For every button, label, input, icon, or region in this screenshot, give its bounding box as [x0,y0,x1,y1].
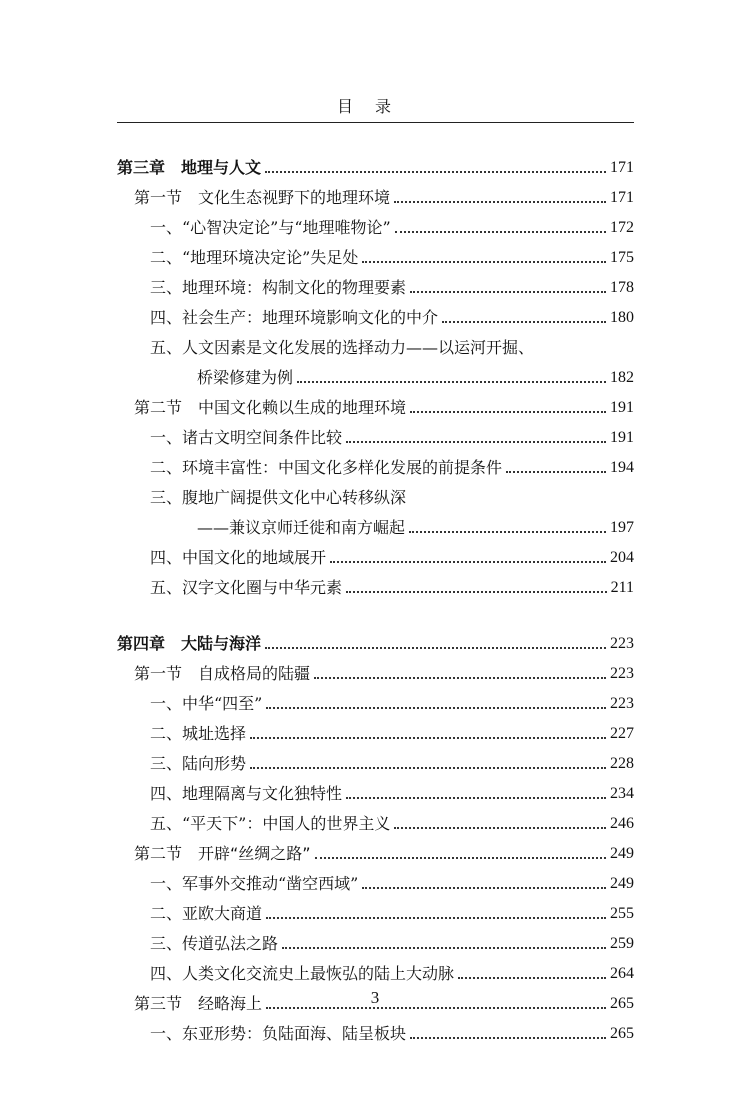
toc-entry-item[interactable] [117,328,634,358]
dot-leader [362,887,606,889]
dot-leader [346,591,607,593]
toc-entry-title: 二、城址选择 [150,724,247,743]
toc-entry-page: 234 [610,785,634,802]
dot-leader [330,561,606,563]
toc-entry-page: 194 [610,459,634,476]
toc-entry-title: 桥梁修建为例 [197,368,294,387]
toc-entry-title: 一、“心智决定论”与“地理唯物论” [150,218,391,237]
toc-entry-title: 三、地理环境：构制文化的物理要素 [150,278,407,297]
dot-leader [394,827,606,829]
toc-entry-page: 255 [610,905,634,922]
dot-leader [250,767,606,769]
running-header: 目录 [336,97,413,116]
toc-entry-page: 223 [610,695,634,712]
toc-entry-item[interactable] [117,538,634,568]
dot-leader [297,381,606,383]
toc-entry-page: 172 [610,219,634,236]
toc-entry-item[interactable] [117,894,634,924]
dot-leader [265,171,606,173]
toc-entry-title: 第四章 大陆与海洋 [117,634,262,653]
toc-entry-title: 五、人文因素是文化发展的选择动力——以运河开掘、 [150,338,535,357]
dot-leader [315,857,606,859]
toc-entry-title: 一、中华“四至” [150,694,263,713]
toc-entry-page: 197 [610,519,634,536]
toc-entry-item[interactable] [117,924,634,954]
toc-entry-title: 三、陆向形势 [150,754,247,773]
dot-leader [410,291,606,293]
toc-entry-title: 四、人类文化交流史上最恢弘的陆上大动脉 [150,964,455,983]
dot-leader [409,531,606,533]
header-rule [117,122,634,123]
toc-entry-page: 223 [610,665,634,682]
toc-entry-page: 265 [610,995,634,1012]
toc-entry-title: 第一节 自成格局的陆疆 [134,664,311,683]
toc-entry-title: 五、“平天下”：中国人的世界主义 [150,814,391,833]
toc-entry-item[interactable] [117,568,634,598]
toc-entry-item[interactable] [117,714,634,744]
toc-entry-chapter[interactable] [117,148,634,178]
dot-leader [314,677,606,679]
toc-entry-item[interactable] [117,774,634,804]
toc-entry-item[interactable] [117,864,634,894]
toc-entry-page: 259 [610,935,634,952]
toc-entry-title: 四、中国文化的地域展开 [150,548,327,567]
toc-entry-title: 第二节 中国文化赖以生成的地理环境 [134,398,407,417]
table-of-contents [117,148,634,1044]
toc-entry-page: 246 [610,815,634,832]
toc-entry-page: 264 [610,965,634,982]
toc-entry-title: 二、环境丰富性：中国文化多样化发展的前提条件 [150,458,503,477]
dot-leader [394,201,606,203]
toc-entry-item[interactable] [117,208,634,238]
dot-leader [250,737,606,739]
toc-entry-title: 二、“地理环境决定论”失足处 [150,248,359,267]
toc-entry-title: 二、亚欧大商道 [150,904,263,923]
toc-entry-item[interactable] [117,298,634,328]
toc-entry-title: 一、诸古文明空间条件比较 [150,428,343,447]
toc-entry-page: 249 [610,845,634,862]
toc-entry-page: 182 [610,369,634,386]
toc-entry-title: 四、社会生产：地理环境影响文化的中介 [150,308,439,327]
toc-entry-page: 249 [610,875,634,892]
chapter-gap [117,598,634,624]
toc-entry-item[interactable] [117,744,634,774]
toc-entry-title: 一、军事外交推动“凿空西域” [150,874,359,893]
toc-entry-page: 211 [610,579,634,596]
toc-entry-section[interactable] [117,654,634,684]
toc-entry-item[interactable] [117,954,634,984]
toc-entry-page: 265 [610,1025,634,1042]
toc-entry-title: 三、腹地广阔提供文化中心转移纵深 [150,488,407,507]
page-number: 3 [370,988,380,1007]
toc-entry-page: 191 [610,399,634,416]
dot-leader [266,917,606,919]
dot-leader [265,647,606,649]
dot-leader [395,231,606,233]
toc-entry-item[interactable] [117,478,634,508]
toc-entry-page: 178 [610,279,634,296]
toc-entry-chapter[interactable] [117,624,634,654]
toc-entry-title: 第二节 开辟“丝绸之路” [134,844,311,863]
toc-entry-page: 180 [610,309,634,326]
toc-entry-page: 175 [610,249,634,266]
toc-entry-section[interactable] [117,388,634,418]
dot-leader [282,947,606,949]
dot-leader [346,797,606,799]
toc-entry-cont[interactable] [117,358,634,388]
toc-entry-title: 第一节 文化生态视野下的地理环境 [134,188,391,207]
toc-entry-item[interactable] [117,268,634,298]
toc-entry-title: 一、东亚形势：负陆面海、陆呈板块 [150,1024,407,1043]
toc-entry-page: 223 [610,635,634,652]
toc-entry-page: 228 [610,755,634,772]
toc-entry-item[interactable] [117,1014,634,1044]
toc-entry-page: 204 [610,549,634,566]
toc-entry-title: 第三章 地理与人文 [117,158,262,177]
toc-entry-item[interactable] [117,448,634,478]
dot-leader [362,261,606,263]
dot-leader [266,707,606,709]
dot-leader [410,411,606,413]
toc-entry-page: 171 [610,159,634,176]
toc-entry-title: 第三节 经略海上 [134,994,263,1013]
toc-entry-item[interactable] [117,418,634,448]
toc-entry-item[interactable] [117,804,634,834]
toc-entry-sub[interactable] [117,508,634,538]
dot-leader [410,1037,606,1039]
toc-entry-section[interactable] [117,834,634,864]
toc-entry-page: 227 [610,725,634,742]
dot-leader [346,441,606,443]
toc-entry-page: 191 [610,429,634,446]
toc-entry-title: 四、地理隔离与文化独特性 [150,784,343,803]
toc-entry-section[interactable] [117,178,634,208]
dot-leader [458,977,606,979]
dot-leader [506,471,606,473]
toc-entry-title: 三、传道弘法之路 [150,934,279,953]
toc-entry-item[interactable] [117,684,634,714]
toc-entry-item[interactable] [117,238,634,268]
toc-entry-title: 五、汉字文化圈与中华元素 [150,578,343,597]
toc-entry-page: 171 [610,189,634,206]
dot-leader [442,321,606,323]
toc-entry-title: ——兼议京师迁徙和南方崛起 [197,518,406,537]
